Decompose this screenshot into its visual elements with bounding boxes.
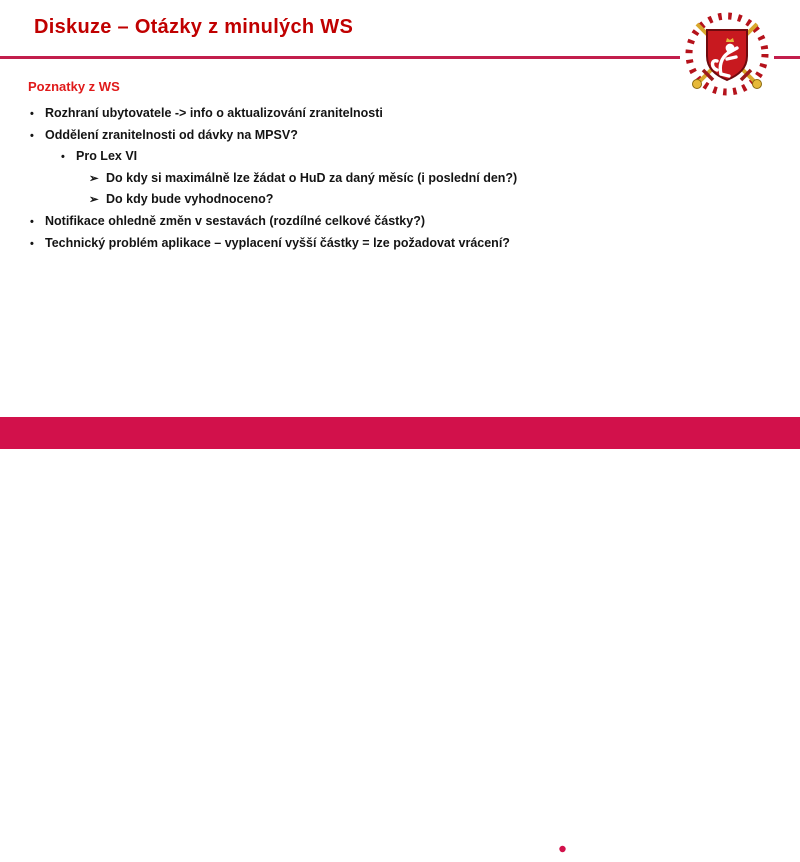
bullet-item	[28, 211, 778, 233]
bullet-dot-icon: •	[30, 108, 34, 120]
ministry-name	[601, 840, 722, 858]
bullet-item	[28, 168, 778, 190]
bullet-item	[28, 189, 778, 211]
ministry-name-line1: MINISTERSTVO ZDRAVOTNICTVÍ	[601, 841, 722, 848]
footer-bar	[0, 417, 800, 857]
bullet-text: Do kdy si maximálně lze žádat o HuD za daný měsíc (i poslední den?)	[106, 170, 518, 185]
slide-body	[28, 78, 778, 254]
bullet-dot-icon: •	[30, 237, 34, 250]
body-heading: Poznatky z WS	[28, 79, 120, 94]
bullet-item	[28, 125, 778, 147]
bullet-item	[28, 146, 778, 168]
bullet-text: Notifikace ohledně změn v sestavách (rozdílné celkové částky?)	[45, 213, 426, 228]
bullet-text: Rozhraní ubytovatele -> info o aktualizování zranitelnosti	[45, 106, 383, 120]
bullet-dot-icon: •	[30, 129, 34, 142]
arrow-bullet-icon: ➢	[89, 194, 99, 207]
cr-monogram-logo: ČR	[714, 836, 740, 857]
slide-title: Diskuze – Otázky z minulých WS	[34, 16, 354, 38]
bullet-dot-icon: •	[61, 151, 65, 164]
bullet-text: Do kdy bude vyhodnoceno?	[106, 192, 274, 207]
bullet-text: Technický problém aplikace – vyplacení vyšší částky = lze požadovat vrácení?	[45, 235, 510, 250]
bullet-dot-icon: •	[30, 215, 34, 228]
ministry-of-health-logo-icon	[520, 841, 592, 862]
bullet-text: Pro Lex VI	[76, 149, 138, 164]
ministry-name-line2: ČESKÉ REPUBLIKY	[601, 850, 674, 857]
arrow-bullet-icon: ➢	[89, 172, 99, 185]
bullet-item	[28, 233, 778, 255]
bullet-text: Oddělení zranitelnosti od dávky na MPSV?	[45, 127, 298, 142]
bullet-item	[28, 103, 778, 125]
